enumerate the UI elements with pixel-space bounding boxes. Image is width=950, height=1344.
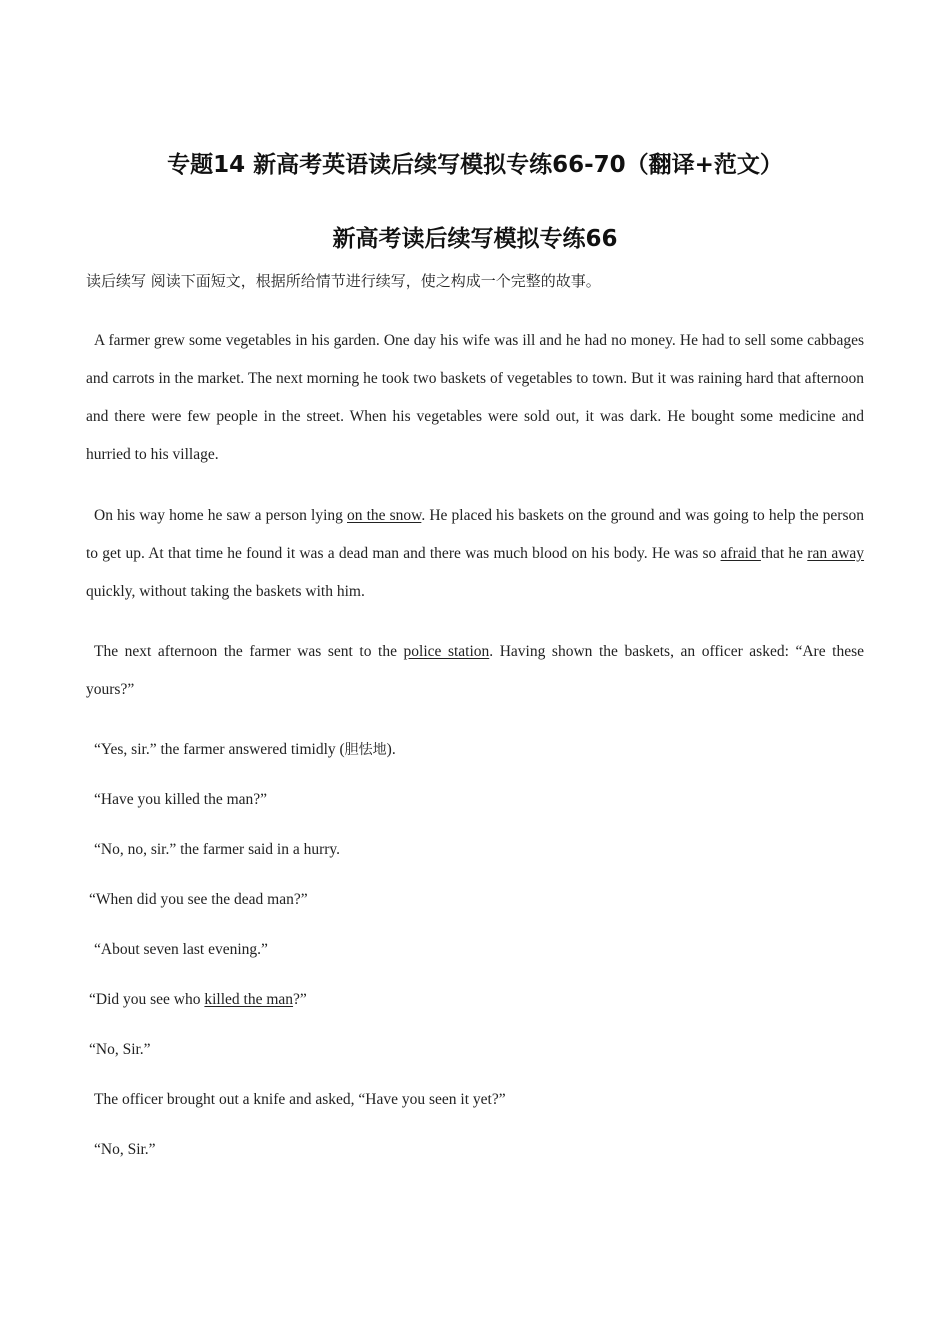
dialogue-text: ).: [386, 741, 396, 758]
underlined-phrase: afraid: [720, 545, 761, 562]
document-title: 专题14 新高考英语读后续写模拟专练66-70（翻译+范文）: [167, 152, 783, 178]
story-paragraph-2: [86, 497, 864, 611]
story-paragraph-3: [86, 633, 864, 709]
dialogue-line-7: “No, Sir.”: [89, 1041, 151, 1058]
dialogue-text: “Did you see who: [89, 991, 205, 1008]
dialogue-line-3: “No, no, sir.” the farmer said in a hurry.: [94, 841, 341, 858]
dialogue-line-2: “Have you killed the man?”: [94, 791, 268, 808]
dialogue-text: ?”: [293, 991, 307, 1008]
paragraph-text: quickly, without taking the baskets with him.: [86, 583, 365, 600]
paragraph-text: . He placed his baskets on the ground and was going to help the person to get up. At that time he found it was a dead man and there was much blood on his body. He was so: [86, 507, 865, 562]
dialogue-line-5: “About seven last evening.”: [94, 941, 268, 958]
story-paragraph-1: A farmer grew some vegetables in his garden. One day his wife was ill and he had no money. He had to sell some cabbages and carrots in the market. The next morning he took two baskets of vegetables to town. But it was raining hard that afternoon and there were few people in the street. When his vegetables were sold out, it was dark. He bought some medicine and hurried to his village.: [86, 332, 864, 463]
chinese-gloss: 胆怯地: [344, 742, 387, 758]
paragraph-text: . Having shown the baskets, an officer asked: “Are these yours?”: [86, 643, 864, 698]
dialogue-line-8: The officer brought out a knife and asked, “Have you seen it yet?”: [94, 1091, 506, 1108]
dialogue-line-9: “No, Sir.”: [94, 1141, 156, 1158]
paragraph-text: On his way home he saw a person lying: [94, 507, 347, 524]
dialogue-text: “Yes, sir.” the farmer answered timidly (: [94, 741, 345, 758]
document-subtitle: 新高考读后续写模拟专练66: [332, 226, 618, 252]
paragraph-text: The next afternoon the farmer was sent to the: [94, 643, 404, 660]
underlined-phrase: ran away: [807, 545, 865, 562]
paragraph-text: that he: [760, 545, 808, 562]
underlined-phrase: police station: [403, 643, 490, 660]
dialogue-line-1: [94, 740, 396, 760]
dialogue-line-6: [89, 990, 307, 1010]
task-instruction: 读后续写 阅读下面短文，根据所给情节进行续写，使之构成一个完整的故事。: [86, 272, 601, 290]
underlined-phrase: killed the man: [204, 991, 294, 1008]
underlined-phrase: on the snow: [347, 507, 422, 524]
dialogue-line-4: “When did you see the dead man?”: [89, 891, 308, 908]
